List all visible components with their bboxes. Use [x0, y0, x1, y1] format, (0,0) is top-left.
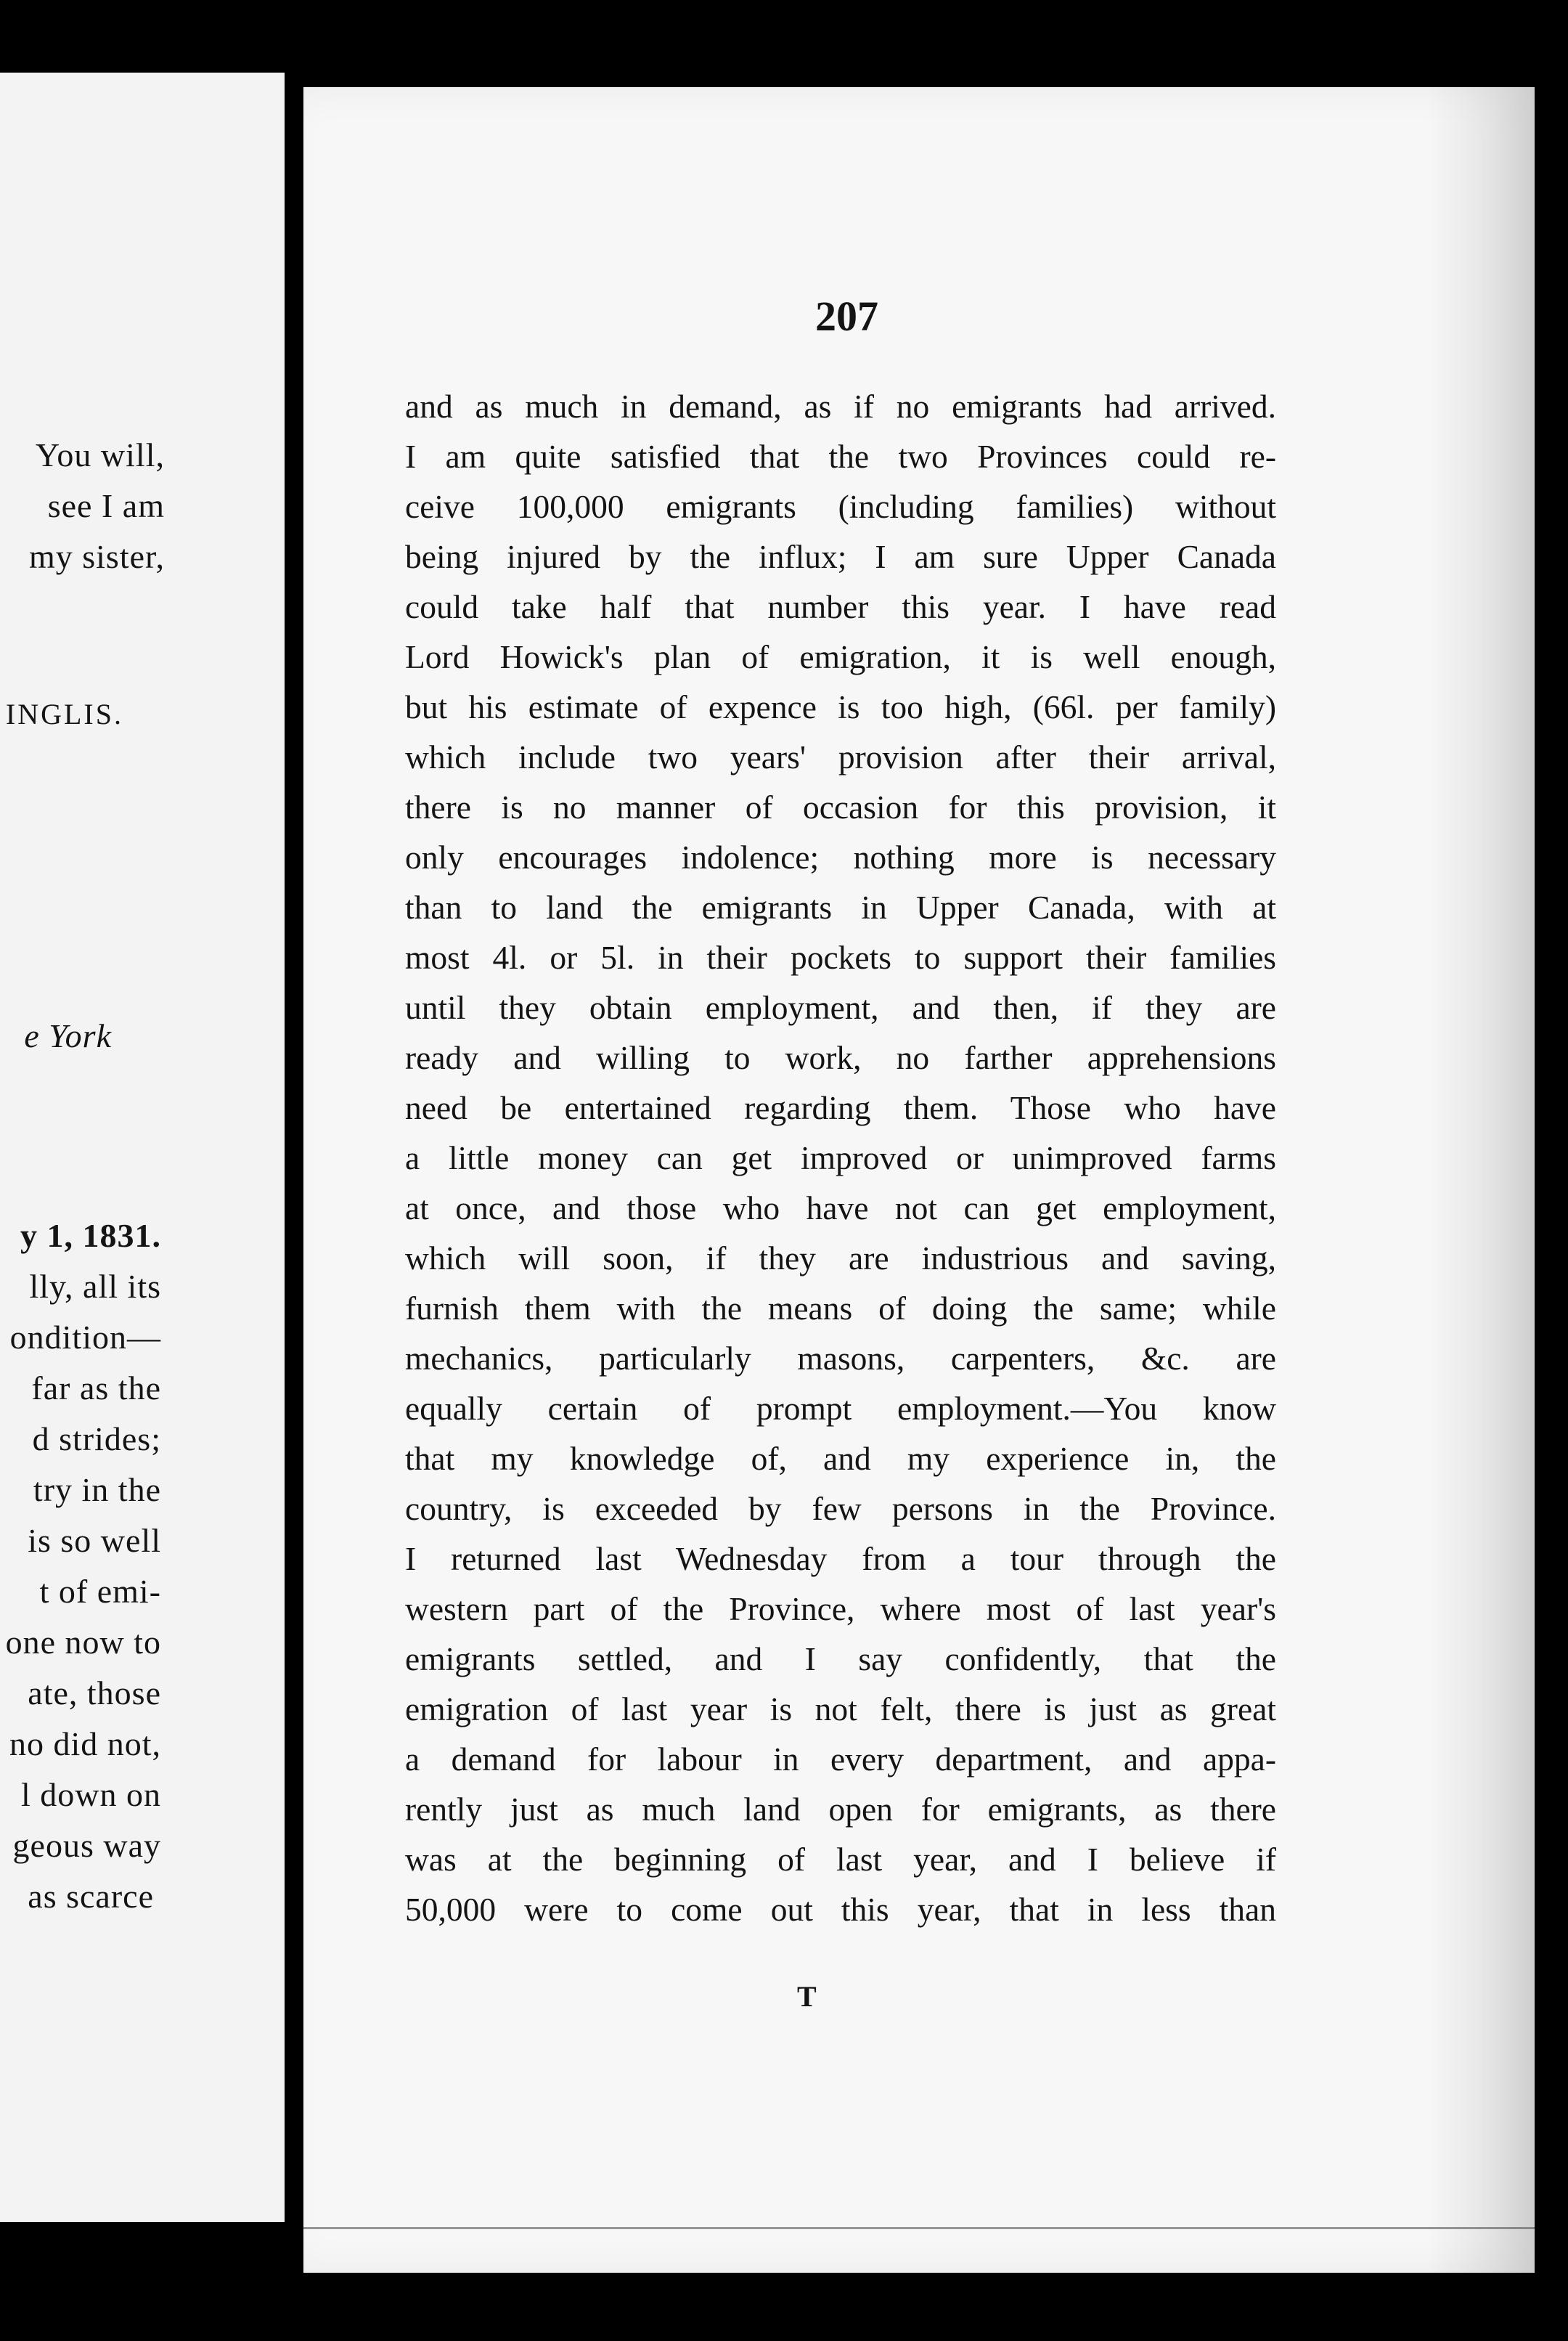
- text-line: a demand for labour in every department, and appa-: [405, 1741, 1276, 1778]
- text-line: I am quite satisfied that the two Provinces could re-: [405, 438, 1276, 475]
- text-line: Lord Howick's plan of emigration, it is well enough,: [405, 638, 1276, 675]
- text-line: which include two years' provision after their arrival,: [405, 738, 1276, 775]
- text-line: 50,000 were to come out this year, that in less than: [405, 1891, 1276, 1928]
- text-line: need be entertained regarding them. Those who have: [405, 1089, 1276, 1126]
- left-line: d strides;: [32, 1420, 161, 1457]
- text-line: a little money can get improved or unimproved farms: [405, 1139, 1276, 1176]
- left-line: ate, those: [28, 1674, 161, 1711]
- text-line: and as much in demand, as if no emigrants had arrived.: [405, 388, 1276, 425]
- page-edge-shading: [1426, 87, 1535, 2273]
- page-bottom-edge: [303, 2227, 1535, 2229]
- text-line: emigration of last year is not felt, there is just as great: [405, 1690, 1276, 1727]
- left-line: my sister,: [28, 538, 165, 575]
- text-line: there is no manner of occasion for this provision, it: [405, 789, 1276, 826]
- left-line: no did not,: [9, 1725, 161, 1762]
- text-line: until they obtain employment, and then, if they are: [405, 989, 1276, 1026]
- text-line: that my knowledge of, and my experience in, the: [405, 1440, 1276, 1477]
- left-line: You will,: [35, 436, 165, 473]
- text-line: rently just as much land open for emigrants, as there: [405, 1791, 1276, 1828]
- left-line: try in the: [33, 1471, 161, 1508]
- left-line: e York: [24, 1017, 112, 1054]
- page-number: 207: [815, 293, 878, 340]
- text-line: being injured by the influx; I am sure Upper Canada: [405, 538, 1276, 575]
- left-line: one now to: [5, 1624, 161, 1661]
- left-line: is so well: [28, 1522, 161, 1559]
- text-line: furnish them with the means of doing the same; while: [405, 1290, 1276, 1327]
- text-line: ready and willing to work, no farther apprehensions: [405, 1039, 1276, 1076]
- left-line: ondition—: [9, 1319, 161, 1356]
- left-line: far as the: [31, 1369, 161, 1406]
- text-line: only encourages indolence; nothing more is necessary: [405, 839, 1276, 876]
- right-page: [303, 87, 1535, 2273]
- left-line: as scarce: [28, 1878, 154, 1915]
- text-line: equally certain of prompt employment.—You know: [405, 1390, 1276, 1427]
- left-line-signature: INGLIS.: [5, 698, 123, 730]
- text-line: was at the beginning of last year, and I believe if: [405, 1841, 1276, 1878]
- left-line: l down on: [21, 1776, 161, 1813]
- signature-mark: T: [797, 1980, 817, 2013]
- text-line: emigrants settled, and I say confidently, that the: [405, 1640, 1276, 1677]
- text-line: ceive 100,000 emigrants (including families) without: [405, 488, 1276, 525]
- text-line: could take half that number this year. I have read: [405, 588, 1276, 625]
- left-line: geous way: [12, 1827, 161, 1864]
- left-line-date: y 1, 1831.: [20, 1217, 161, 1254]
- text-line: I returned last Wednesday from a tour through the: [405, 1540, 1276, 1577]
- text-line: country, is exceeded by few persons in the Province.: [405, 1490, 1276, 1527]
- text-line: which will soon, if they are industrious and saving,: [405, 1239, 1276, 1277]
- text-line: western part of the Province, where most of last year's: [405, 1590, 1276, 1627]
- text-line: mechanics, particularly masons, carpenters, &c. are: [405, 1340, 1276, 1377]
- left-line: t of emi-: [39, 1573, 161, 1610]
- text-line: most 4l. or 5l. in their pockets to support their families: [405, 939, 1276, 976]
- left-page-fragment: [0, 73, 285, 2222]
- left-line: lly, all its: [29, 1268, 161, 1305]
- text-line: at once, and those who have not can get employment,: [405, 1189, 1276, 1226]
- text-line: but his estimate of expence is too high, (66l. per family): [405, 688, 1276, 725]
- text-line: than to land the emigrants in Upper Canada, with at: [405, 889, 1276, 926]
- body-text: [405, 381, 1276, 1934]
- left-line: see I am: [47, 487, 165, 524]
